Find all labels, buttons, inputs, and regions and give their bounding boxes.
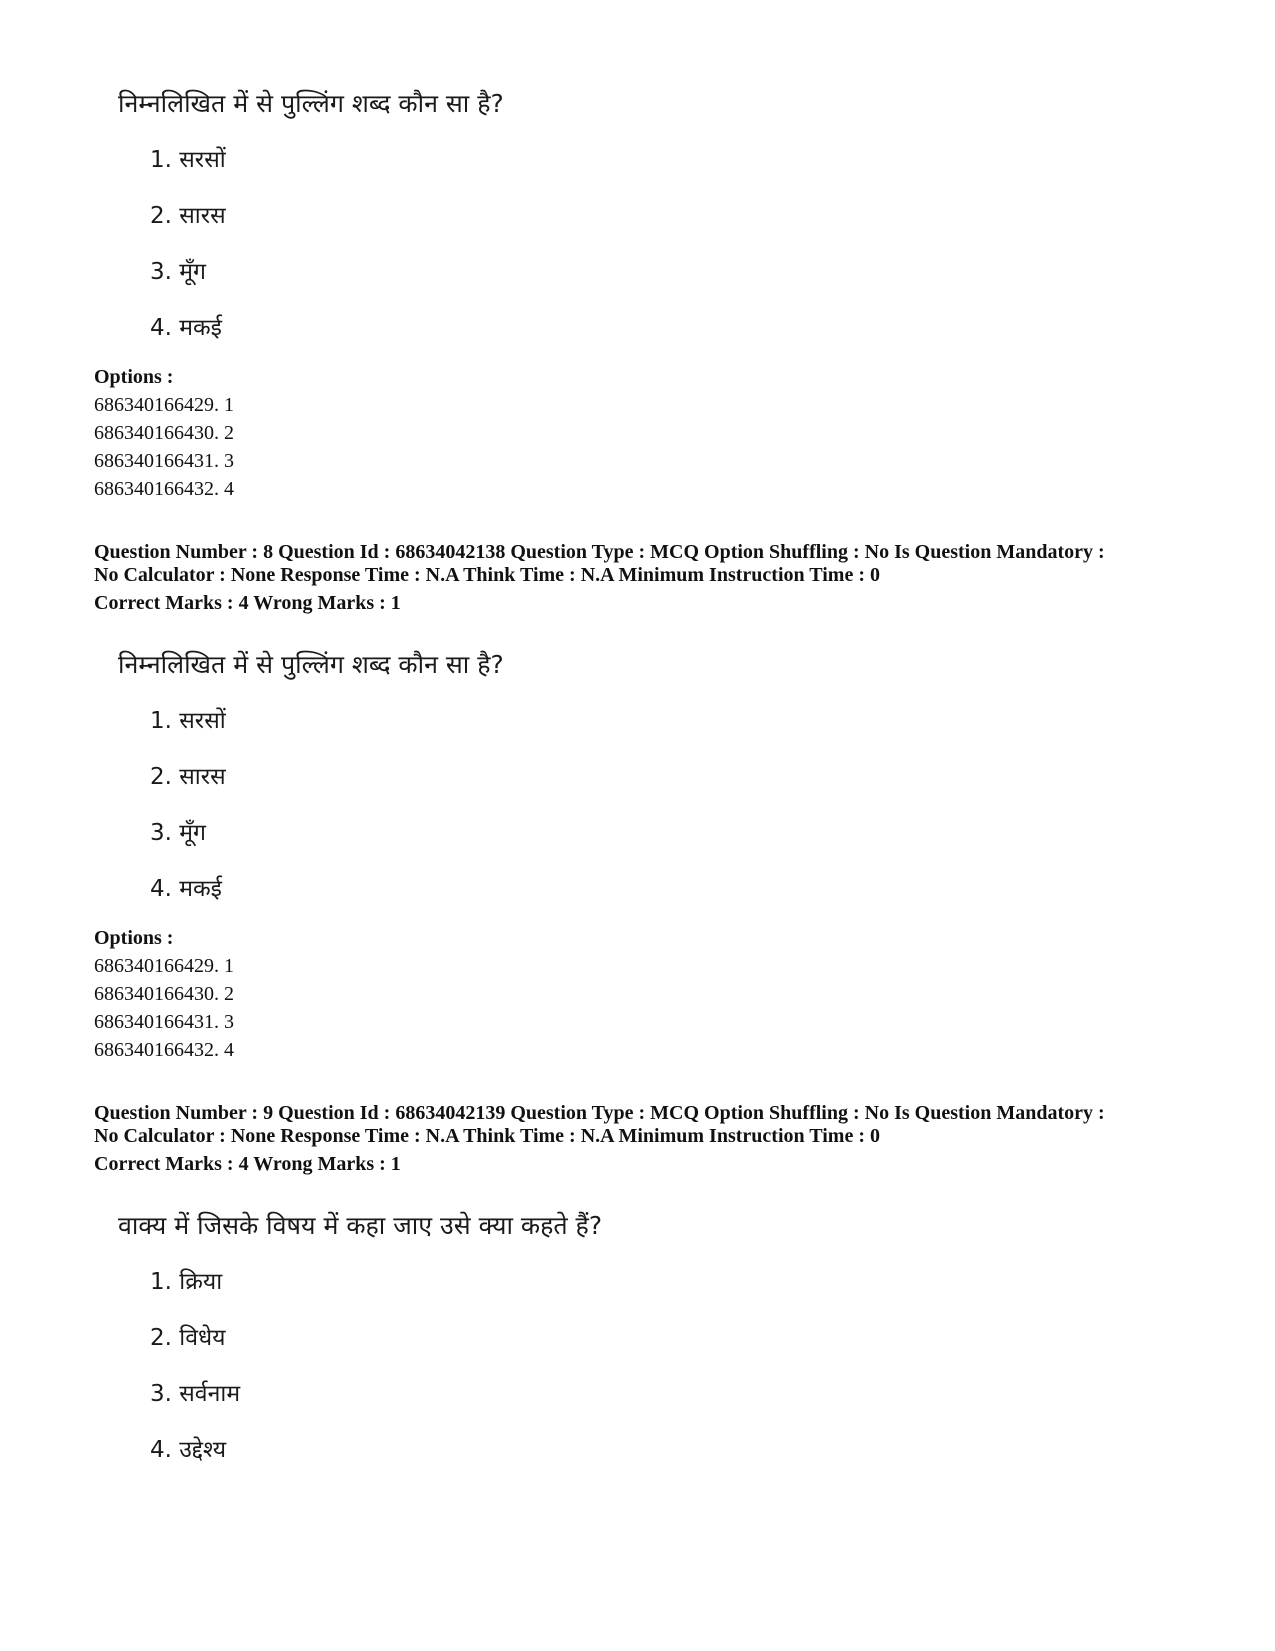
choice-3: 3. मूँग <box>150 259 206 285</box>
option-id-3: 686340166431. 3 <box>94 1011 234 1033</box>
options-label: Options : <box>94 927 174 949</box>
choice-1: 1. सरसों <box>150 147 226 173</box>
option-id-2: 686340166430. 2 <box>94 422 234 444</box>
question-meta-line-1: Question Number : 8 Question Id : 68634042138 Question Type : MCQ Option Shuffling : No Is Question Mandatory : <box>94 541 1105 563</box>
question-marks: Correct Marks : 4 Wrong Marks : 1 <box>94 1153 401 1175</box>
question-meta-line-2: No Calculator : None Response Time : N.A Think Time : N.A Minimum Instruction Time : 0 <box>94 1125 880 1147</box>
option-id-3: 686340166431. 3 <box>94 450 234 472</box>
question-meta-line-2: No Calculator : None Response Time : N.A Think Time : N.A Minimum Instruction Time : 0 <box>94 564 880 586</box>
choice-4: 4. मकई <box>150 315 222 341</box>
option-id-1: 686340166429. 1 <box>94 955 234 977</box>
choice-1: 1. क्रिया <box>150 1269 223 1295</box>
choice-3: 3. सर्वनाम <box>150 1381 241 1407</box>
choice-2: 2. विधेय <box>150 1325 226 1351</box>
question-text: वाक्य में जिसके विषय में कहा जाए उसे क्या कहते हैं? <box>118 1211 603 1240</box>
choice-2: 2. सारस <box>150 203 226 229</box>
option-id-4: 686340166432. 4 <box>94 1039 234 1061</box>
question-text: निम्नलिखित में से पुल्लिंग शब्द कौन सा है? <box>118 650 504 679</box>
option-id-2: 686340166430. 2 <box>94 983 234 1005</box>
choice-3: 3. मूँग <box>150 820 206 846</box>
options-label: Options : <box>94 366 174 388</box>
option-id-1: 686340166429. 1 <box>94 394 234 416</box>
choice-4: 4. उद्देश्य <box>150 1437 227 1463</box>
choice-2: 2. सारस <box>150 764 226 790</box>
question-text: निम्नलिखित में से पुल्लिंग शब्द कौन सा है? <box>118 89 504 118</box>
question-marks: Correct Marks : 4 Wrong Marks : 1 <box>94 592 401 614</box>
choice-1: 1. सरसों <box>150 708 226 734</box>
choice-4: 4. मकई <box>150 876 222 902</box>
option-id-4: 686340166432. 4 <box>94 478 234 500</box>
question-meta-line-1: Question Number : 9 Question Id : 68634042139 Question Type : MCQ Option Shuffling : No Is Question Mandatory : <box>94 1102 1105 1124</box>
